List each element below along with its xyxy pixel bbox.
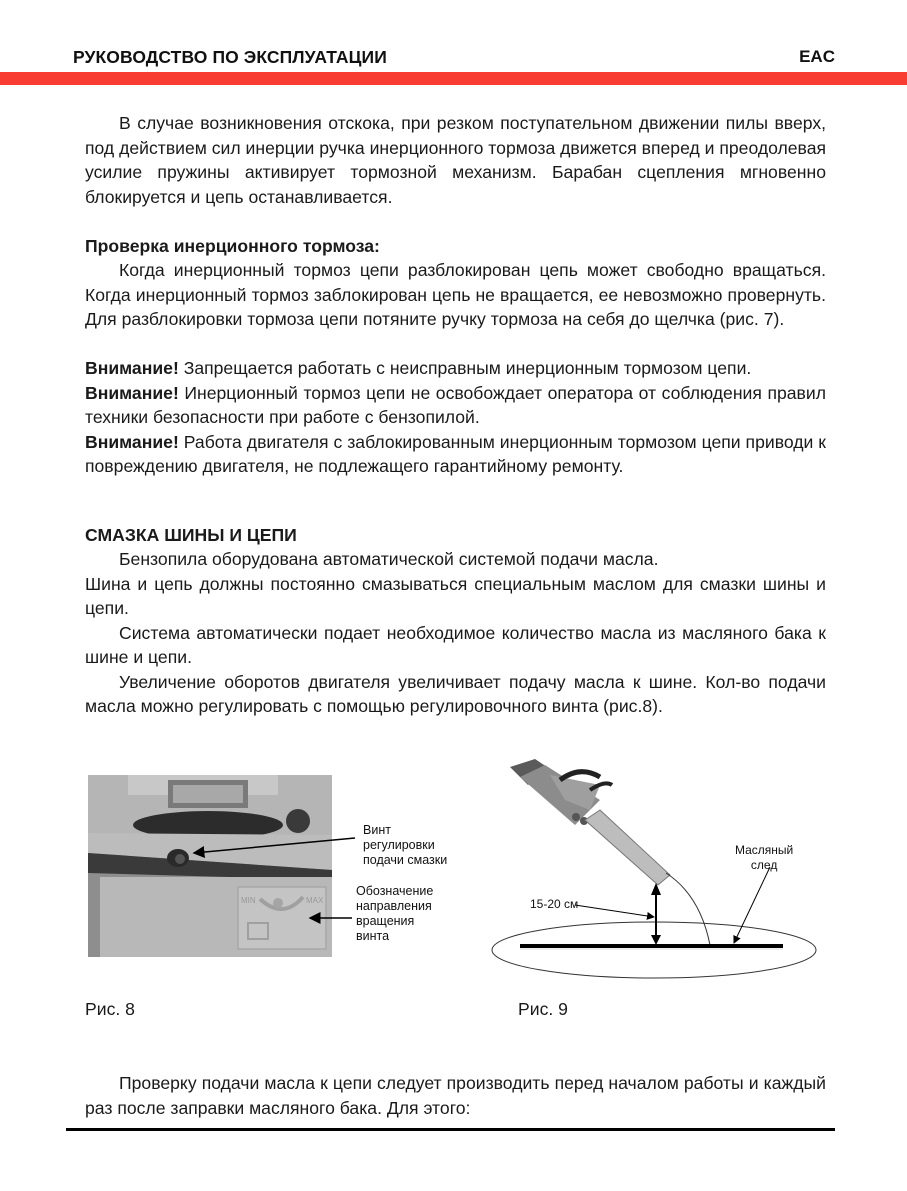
screw-pointer-arrow (194, 838, 355, 853)
warning-text: Инерционный тормоз цепи не освобождает оператора от соблюдения правил техники безопасности при работе с бензопилой. (85, 382, 826, 427)
eac-mark: EAC (799, 47, 835, 66)
lubrication-p4: Увеличение оборотов двигателя увеличивает подачу масла к шине. Кол-во подачи масла можно регулировать с помощью регулировочного винта (рис.8). (85, 671, 826, 716)
warning-text: Работа двигателя с заблокированным инерционным тормозом цепи приводи к повреждению двигателя, не подлежащего гарантийному ремонту. (85, 431, 826, 476)
lubrication-p2: Шина и цепь должны постоянно смазываться специальным маслом для смазки шины и цепи. (85, 573, 826, 618)
label-line: регулировки (363, 838, 435, 852)
figure-8-caption: Рис. 8 (85, 999, 135, 1019)
warning-label: Внимание! (85, 382, 179, 403)
lubrication-heading: СМАЗКА ШИНЫ И ЦЕПИ (85, 524, 297, 545)
closing-text (85, 1071, 826, 1120)
intro-paragraph: В случае возникновения отскока, при резком поступательном движении пилы вверх, под действием сил инерции ручка инерционного тормоза движется вперед и преодолевая усилие пружины активирует тормозной механизм. Барабан сцепления мгновенно блокируется и цепь останавливается. (85, 113, 827, 207)
footer-rule (66, 1128, 835, 1131)
label-oil-trace (735, 843, 793, 873)
label-line: Винт (363, 823, 391, 837)
brake-check-paragraph: Когда инерционный тормоз цепи разблокирован цепь может свободно вращаться. Когда инерционный тормоз заблокирован цепь не вращается, ее невозможно провернуть. Для разблокировки тормоза цепи потяните ручку тормоза на себя до щелчка (рис. 7). (85, 260, 826, 329)
oil-trace-bar (520, 944, 783, 948)
warning-label: Внимание! (85, 358, 179, 378)
document-header-title: РУКОВОДСТВО ПО ЭКСПЛУАТАЦИИ (73, 47, 387, 67)
warning-label: Внимание! (85, 431, 179, 452)
label-line: Обозначение (356, 884, 434, 898)
lubrication-p3: Система автоматически подает необходимое количество масла из масляного бака к шине и цепи. (85, 622, 826, 667)
label-height: 15-20 см (530, 897, 579, 911)
label-line: след (750, 858, 778, 872)
lubrication-p1: Бензопила оборудована автоматической системой подачи масла. (119, 549, 659, 569)
closing-paragraph: Проверку подачи масла к цепи следует производить перед началом работы и каждый раз после заправки масляного бака. Для этого: (85, 1073, 826, 1118)
oil-drip-arc (666, 873, 710, 945)
label-line: направления (356, 899, 432, 913)
label-direction (356, 884, 433, 944)
chainsaw-icon (510, 759, 670, 885)
label-line: Масляный (735, 843, 794, 857)
plate-max-text: MAX (306, 896, 324, 905)
plate-min-text: MIN (241, 896, 256, 905)
label-line: подачи смазки (363, 853, 448, 867)
label-screw (363, 823, 447, 868)
brake-check-heading: Проверка инерционного тормоза: (85, 235, 380, 256)
figure-9-caption: Рис. 9 (518, 999, 568, 1019)
label-line: вращения (356, 914, 415, 928)
warning-text: Запрещается работать с неисправным инерционным тормозом цепи. (178, 358, 752, 378)
label-line: винта (356, 929, 390, 943)
